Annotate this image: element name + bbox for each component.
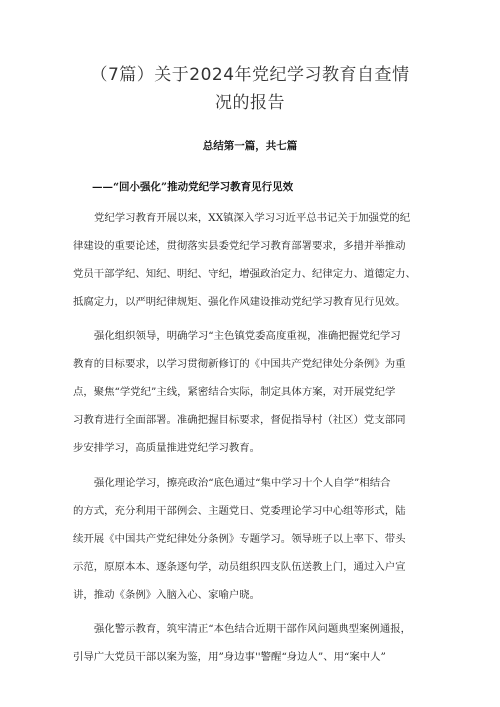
paragraph-line: 律建设的重要论述，贯彻落实县委党纪学习教育部署要求，多措并举推动 bbox=[73, 240, 406, 252]
paragraph-line: 步安排学习，高质量推进党纪学习教育。 bbox=[73, 442, 261, 454]
paragraph-line: 讲，推动《条例》入脑入心、家喻户晓。 bbox=[73, 589, 261, 601]
paragraph-line: 党员干部学纪、知纪、明纪、守纪，增强政治定力、纪律定力、道德定力、 bbox=[73, 268, 416, 280]
paragraph-line: 强化理论学习，擦亮政治“底色通过“集中学习十个人自学”相结合 bbox=[94, 477, 391, 489]
paragraph-2 bbox=[73, 322, 438, 462]
section-heading: ——“回小强化”推动党纪学习教育见行见效 bbox=[92, 181, 294, 193]
paragraph-line: 强化警示教育，筑牢清正“本色结合近期干部作风问题典型案例通报， bbox=[94, 623, 412, 635]
paragraph-line: 引导广大党员干部以案为鉴，用”身边事''警醒“身边人”、用“案中人” bbox=[73, 651, 386, 663]
document-title-line-2: 况的报告 bbox=[215, 93, 285, 113]
paragraph-4 bbox=[73, 615, 438, 671]
paragraph-line: 习教育进行全面部署。准确把握目标要求，督促指导村（社区）党支部同 bbox=[73, 414, 406, 426]
paragraph-line: 抵腐定力，以严明纪律规矩、强化作风建设推动党纪学习教育见行见效。 bbox=[73, 296, 406, 308]
paragraph-line: 的方式，充分利用干部例会、主题党日、党委理论学习中心组等形式，陆 bbox=[73, 505, 406, 517]
paragraph-1 bbox=[73, 204, 438, 316]
paragraph-line: 党纪学习教育开展以来，XX镇深入学习习近平总书记关于加强党的纪 bbox=[94, 212, 411, 224]
paragraph-line: 点，聚焦“学党纪”主线，紧密结合实际，制定具体方案，对开展党纪学 bbox=[73, 386, 396, 398]
paragraph-line: 续开展《中国共产党纪律处分条例》专题学习。领导班子以上率下、带头 bbox=[73, 533, 406, 545]
document-subtitle: 总结第一篇，共七篇 bbox=[202, 140, 298, 152]
paragraph-line: 教育的目标要求，以学习贯彻新修订的《中国共产党纪律处分条例》为重 bbox=[73, 358, 406, 370]
document-title-line-1: （7篇）关于2024年党纪学习教育自查情 bbox=[90, 65, 410, 85]
paragraph-3 bbox=[73, 469, 438, 609]
paragraph-line: 示范，原原本本、逐条逐句学，动员组织四支队伍送教上门，通过入户宣 bbox=[73, 561, 406, 573]
paragraph-line: 强化组织领导，明确学习“主色镇党委高度重视，准确把握党纪学习 bbox=[94, 330, 401, 342]
